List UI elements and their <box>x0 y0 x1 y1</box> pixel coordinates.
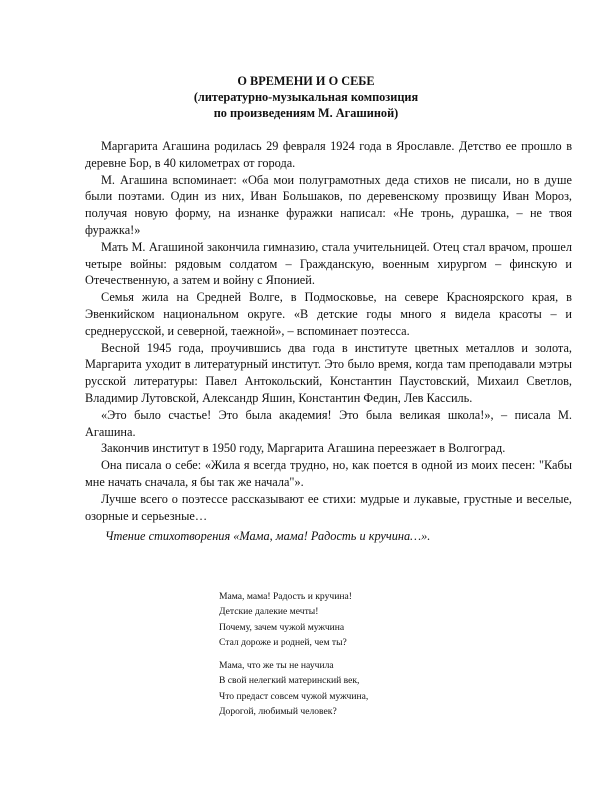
title-block <box>0 73 612 122</box>
poem-line: Мама, мама! Радость и кручина! <box>219 591 352 602</box>
paragraph-poems: Лучше всего о поэтессе рассказывают ее стихи: мудрые и лукавые, грустные и веселые, озорные и серьезные… <box>85 491 572 523</box>
poem-line: Дорогой, любимый человек? <box>219 706 337 718</box>
paragraph-parents: Мать М. Агашиной закончила гимназию, стала учительницей. Отец стал врачом, прошел четыре войны: рядовым солдатом – Гражданскую, военным хирургом – финскую и Отечественную, а затем и войну с Японией. <box>85 239 572 288</box>
poem-stanza-2 <box>219 658 368 720</box>
page-title: О ВРЕМЕНИ И О СЕБЕ <box>237 74 375 88</box>
paragraph-family: Семья жила на Средней Волге, в Подмосковье, на севере Красноярского края, в Эвенкийском национальном округе. «В детские годы много я видела красоты – и среднерусской, и северной, таежной», – вспоминает поэтесса. <box>85 290 572 338</box>
poem-line: Детские далекие мечты! <box>219 606 319 618</box>
poem-stanza-1 <box>219 589 352 651</box>
body-text <box>85 138 572 545</box>
reading-line: Чтение стихотворения «Мама, мама! Радость и кручина…». <box>105 529 431 544</box>
poem-line: В свой нелегкий материнский век, <box>219 675 360 687</box>
paragraph-institute: Весной 1945 года, проучившись два года в институте цветных металлов и золота, Маргарита уходит в литературный институт. Это было время, когда там преподавали мэтры русской литературы: Павел Антокольский, Константин Паустовский, Михаил Светлов, Владимир Лутовской, Александр Яшин, Константин Федин, Лев Кассиль. <box>85 340 572 405</box>
poem-line: Почему, зачем чужой мужчина <box>219 621 345 633</box>
poem-line: Мама, что же ты не научила <box>219 660 334 671</box>
paragraph-about-self: Она писала о себе: «Жила я всегда трудно, но, как поется в одной из моих песен: "Кабы мне начать сначала, я бы так же начала"». <box>85 458 572 489</box>
paragraph-volgograd: Закончив институт в 1950 году, Маргарита Агашина переезжает в Волгоград. <box>101 441 506 456</box>
poem-line: Что предаст совсем чужой мужчина, <box>219 690 369 702</box>
paragraph-birth: Маргарита Агашина родилась 29 февраля 1924 года в Ярославле. Детство ее прошло в деревне Бор, в 40 километрах от города. <box>85 139 572 170</box>
paragraph-grandfathers: М. Агашина вспоминает: «Оба мои полуграмотных деда стихов не писали, но в душе были поэтами. Один из них, Иван Большаков, по деревенскому прозвищу Иван Мороз, получая новую форму, на изнанке фуражки написал: «Не тронь, дурашка, – не твоя фуражка!» <box>85 172 572 237</box>
poem-line: Стал дороже и родней, чем ты? <box>219 637 347 649</box>
page-subtitle-line-2: по произведениям М. Агашиной) <box>213 106 399 121</box>
page-subtitle-line-1: (литературно-музыкальная композиция <box>193 90 419 105</box>
paragraph-quote: «Это было счастье! Это была академия! Это была великая школа!», – писала М. Агашина. <box>85 407 572 439</box>
